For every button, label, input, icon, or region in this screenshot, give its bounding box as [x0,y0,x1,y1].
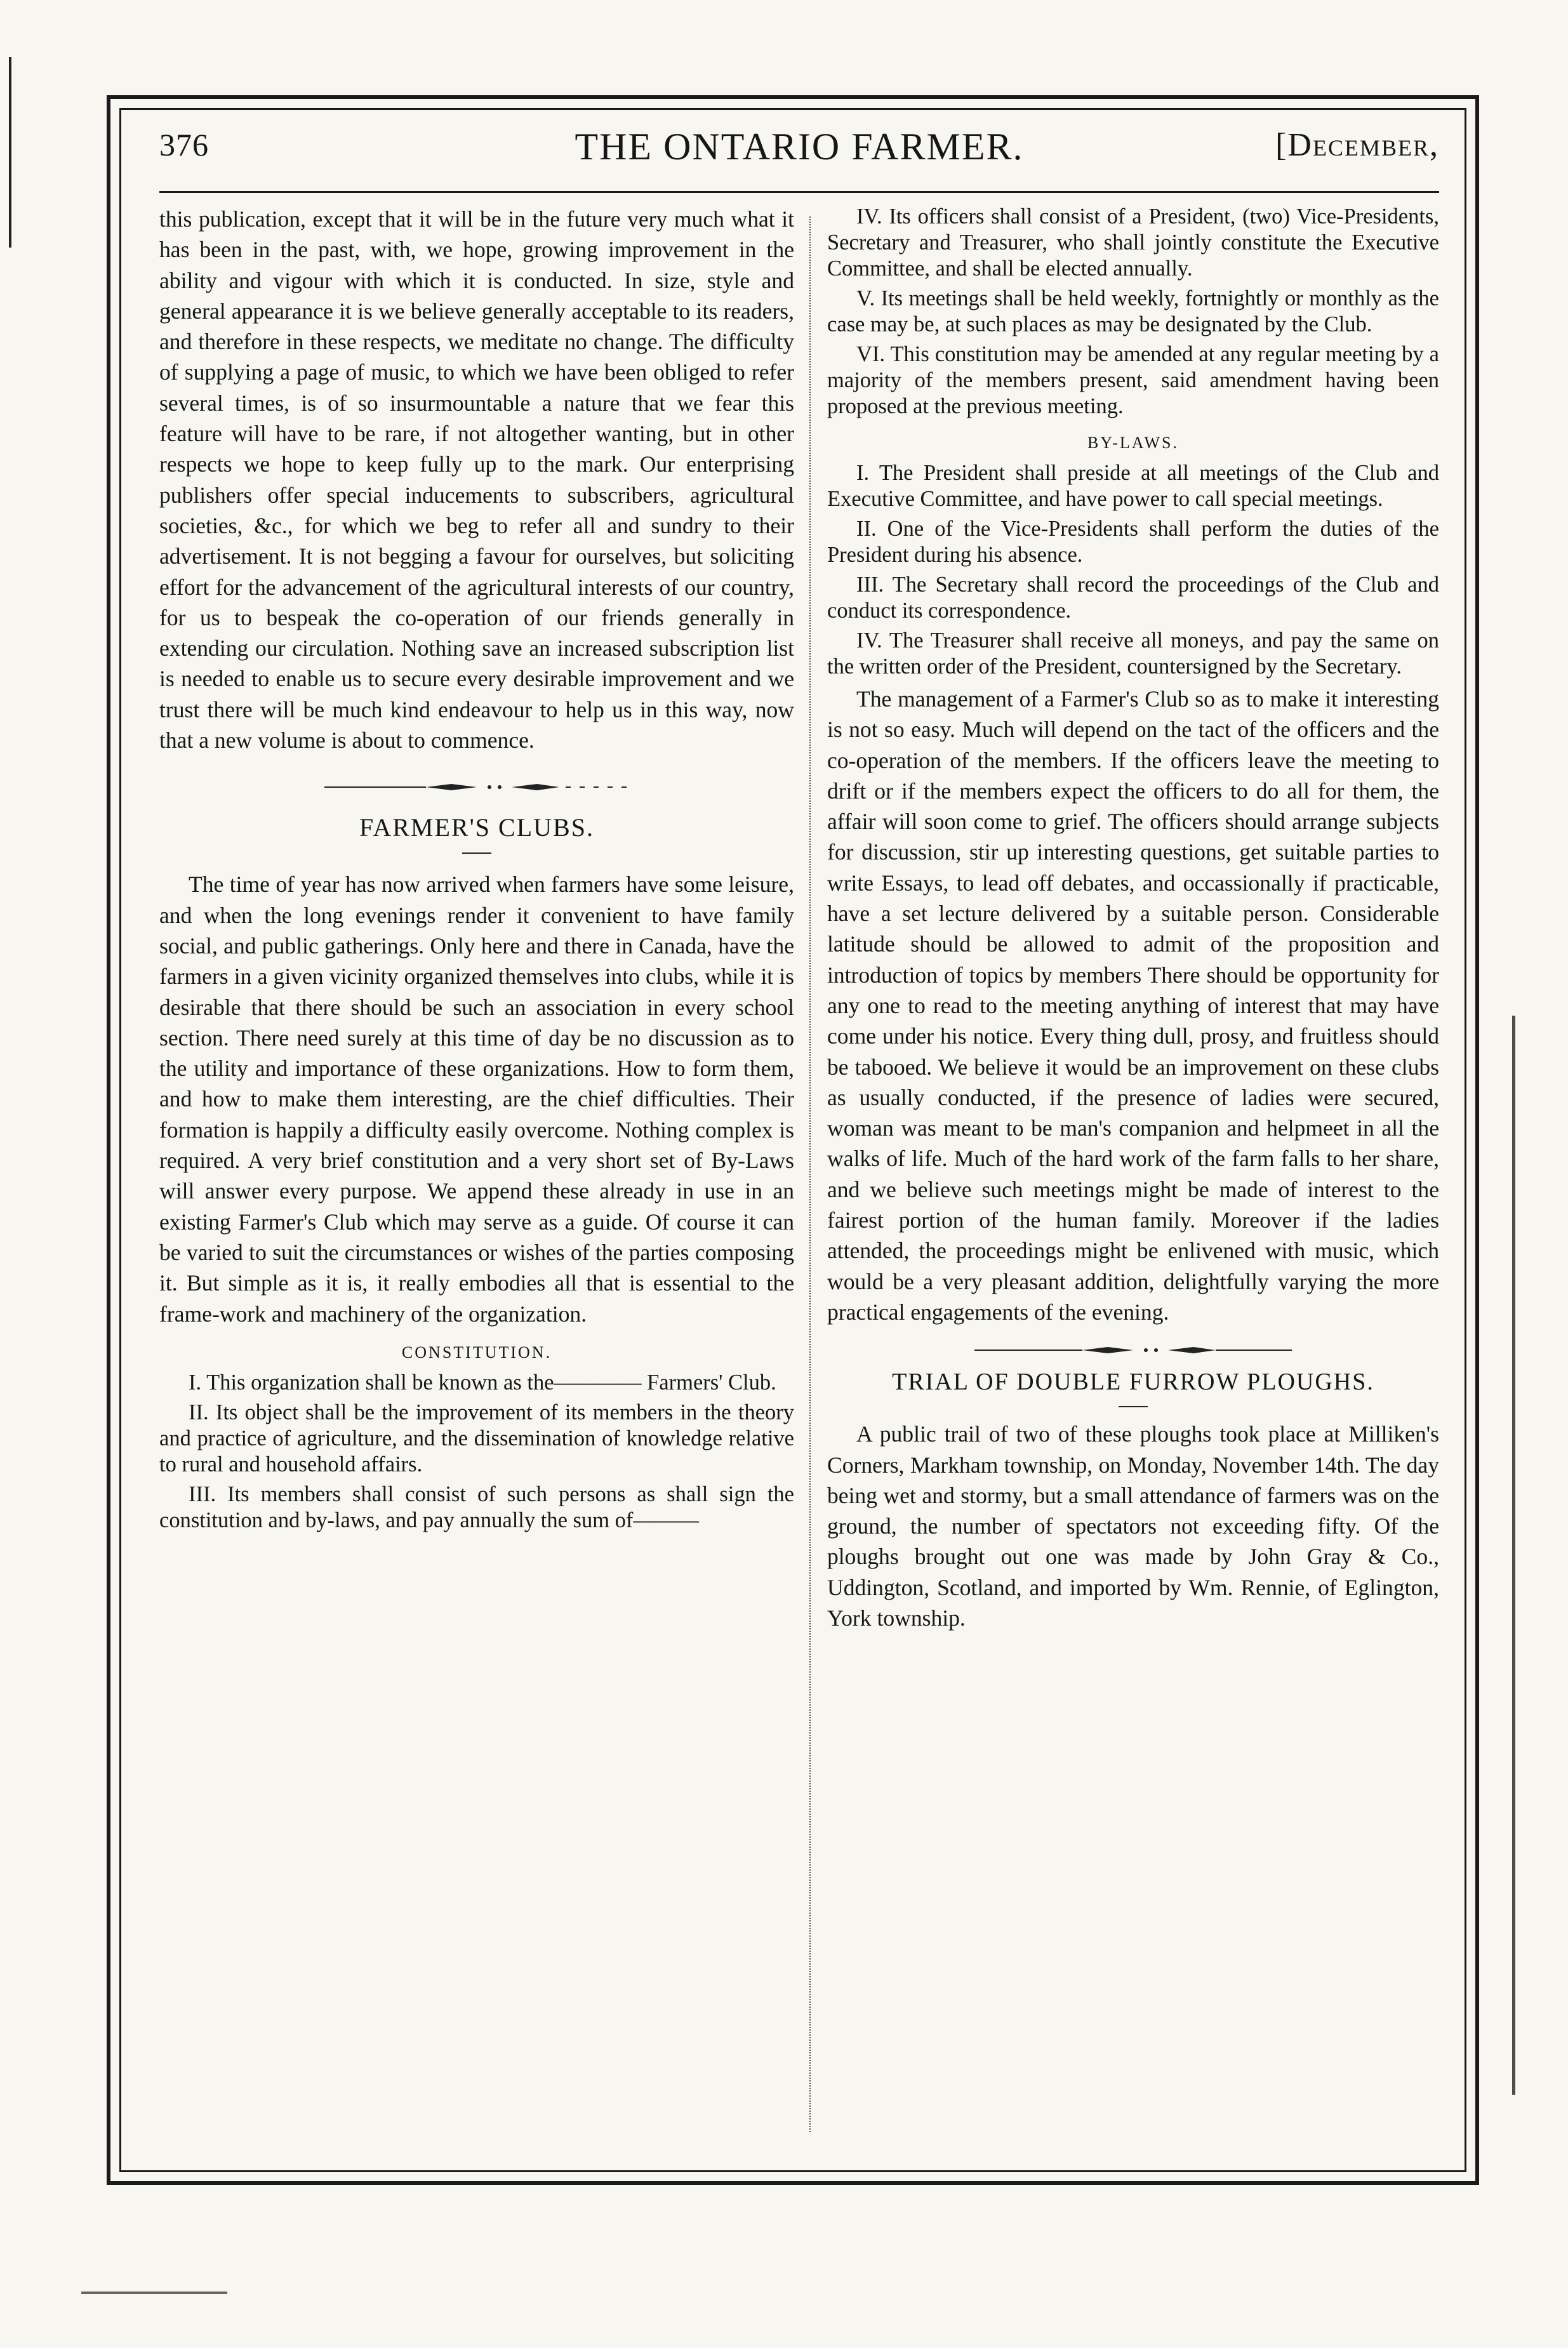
left-column [159,204,794,2132]
plough-trial-paragraph: A public trail of two of these ploughs took place at Milliken's Corners, Markham township, on Monday, November 14th. The day being wet and stormy, but a small attendance of farmers was on the ground, the number of spectators not exceeding fifty. Of the ploughs brought out one was made by John Gray & Co., Uddington, Scotland, and imported by Wm. Rennie, of Eglington, York township. [827,1421,1439,1631]
right-column [827,204,1439,2132]
column-rule [809,216,811,2132]
bylaw-item: III. The Secretary shall record the proceedings of the Club and conduct its correspondence. [827,573,1439,623]
farmers-clubs-heading: FARMER'S CLUBS. [359,813,594,842]
margin-scan-mark [9,57,11,248]
bylaw-item: II. One of the Vice-Presidents shall perform the duties of the President during his absence. [827,517,1439,567]
section-divider-ornament [299,781,654,793]
page-inner-border [119,108,1466,2172]
newspaper-title: THE ONTARIO FARMER. [575,126,1024,168]
publication-note-paragraph: this publication, except that it will be in the future very much what it has been in the past, with, we hope, growing improvement in the ability and vigour with which it is conducted. In size, style and general appearance it is we believe generally acceptable to its readers, and therefore in these respects, we meditate no change. The difficulty of supplying a page of music, to which we have been obliged to refer several times, is of so insurmountable a nature that we fear this feature will have to be rare, if not altogether wanting, but in other respects we hope to keep fully up to the mark. Our enterprising publishers offer special inducements to subscribers, agricultural societies, &c., for which we beg to refer all and sundry to their advertisement. It is not begging a favour for ourselves, but soliciting effort for the advancement of the agricultural interests of our country, for us to bespeak the co-operation of our friends generally in extending our circulation. Nothing save an increased subscription list is needed to enable us to secure every desirable improvement and we trust there will be much kind endeavour to help us in this way, now that a new volume is about to commence. [159,206,794,753]
constitution-article: III. Its members shall consist of such persons as shall sign the constitution and by-laws, and pay annually the sum of——— [159,1482,794,1532]
plough-trial-heading: TRIAL OF DOUBLE FURROW PLOUGHS. [892,1369,1374,1396]
article-columns [159,204,1439,2132]
constitution-heading: CONSTITUTION. [401,1343,552,1362]
constitution-article: V. Its meetings shall be held weekly, fortnightly or monthly as the case may be, at such places as may be designated by the Club. [827,286,1439,336]
section-divider-ornament [955,1344,1311,1356]
constitution-article: I. This organization shall be known as the———— Farmers' Club. [189,1370,776,1395]
constitution-article: II. Its object shall be the improvement of its members in the theory and practice of agriculture, and the dissemination of knowledge relative to rural and household affairs. [159,1400,794,1476]
page-number: 376 [159,127,209,163]
heading-dash [1119,1406,1148,1407]
bottom-scan-line [81,2292,227,2294]
issue-month: [December, [1275,127,1439,163]
margin-scan-mark [1512,1016,1515,2095]
page-border [107,95,1479,2185]
bylaws-heading: BY-LAWS. [1087,434,1179,452]
club-management-paragraph: The management of a Farmer's Club so as to make it interesting is not so easy. Much will depend on the tact of the officers and the co-operation of the members. If the officers leave the meeting to drift or if the members expect the officers to do all for them, the affair will soon come to grief. The officers should arrange subjects for discussion, stir up interesting questions, get suitable parties to write Essays, to lead off debates, and occassionally if practicable, have a set lecture delivered by a suitable person. Considerable latitude should be allowed to admit of the proposition and introduction of topics by members There should be opportunity for any one to read to the meeting anything of interest that may have come under his notice. Every thing dull, prosy, and fruitless should be tabooed. We believe it would be an improvement on these clubs as usually conducted, if the presence of ladies were secured, woman was meant to be man's companion and helpmeet in all the walks of life. Much of the hard work of the farm falls to her share, and we believe such meetings might be made of interest to the fairest portion of the human family. Moreover if the ladies attended, the proceedings might be enlivened with music, which would be a very pleasant addition, delightfully varying the more practical engagements of the evening. [827,686,1439,1325]
constitution-article: IV. Its officers shall consist of a President, (two) Vice-Presidents, Secretary and Treasurer, who shall jointly constitute the Executive Committee, and shall be elected annually. [827,204,1439,281]
bylaw-item: IV. The Treasurer shall receive all moneys, and pay the same on the written order of the President, countersigned by the Secretary. [827,628,1439,679]
farmers-clubs-paragraph: The time of year has now arrived when farmers have some leisure, and when the long evenings render it convenient to have family social, and public gatherings. Only here and there in Canada, have the farmers in a given vicinity organized themselves into clubs, while it is desirable that there should be such an association in every school section. There need surely at this time of day be no discussion as to the utility and importance of these organizations. How to form them, and how to make them interesting, are the chief difficulties. Their formation is happily a difficulty easily overcome. Nothing complex is required. A very brief constitution and a very short set of By-Laws will answer every purpose. We append these already in use in an existing Farmer's Club which may serve as a guide. Of course it can be varied to suit the circumstances or wishes of the parties composing it. But simple as it is, it really embodies all that is essential to the frame-work and machinery of the organization. [159,872,794,1327]
bylaw-item: I. The President shall preside at all meetings of the Club and Executive Committee, and have power to call special meetings. [827,461,1439,511]
heading-dash [462,852,491,854]
running-header [159,121,1439,193]
constitution-article: VI. This constitution may be amended at any regular meeting by a majority of the members present, said amendment having been proposed at the previous meeting. [827,342,1439,418]
